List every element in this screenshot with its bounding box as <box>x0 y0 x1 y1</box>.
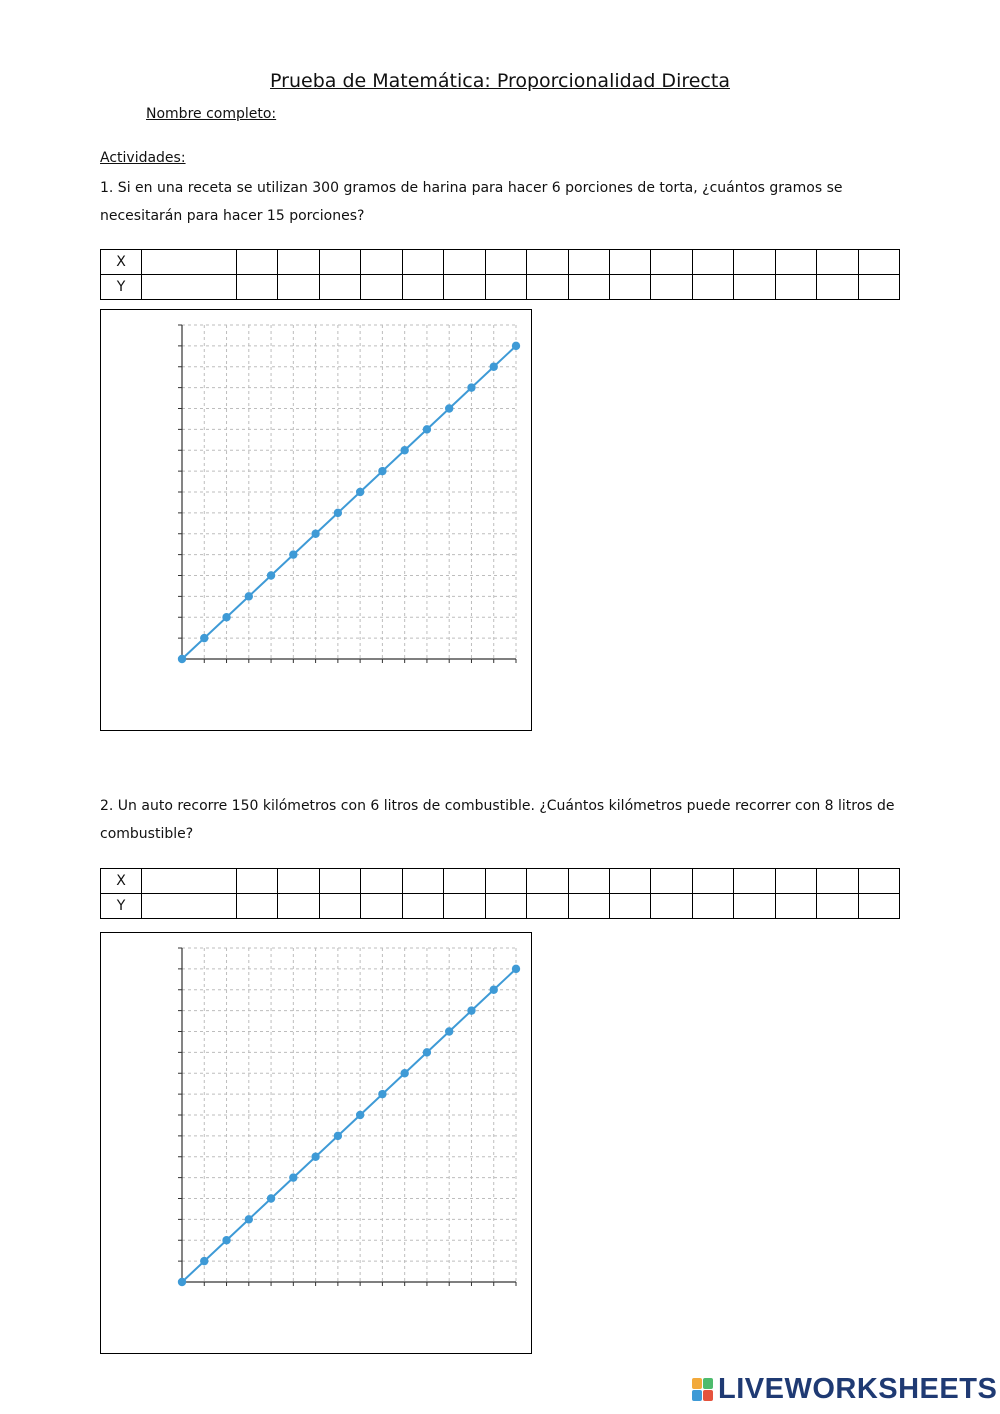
row-label: X <box>101 250 142 275</box>
logo-square <box>703 1390 713 1401</box>
answer-cell[interactable] <box>568 250 609 275</box>
question-2-text: 2. Un auto recorre 150 kilómetros con 6 litros de combustible. ¿Cuántos kilómetros puede recorrer con 8 litros de combustible? <box>100 798 895 842</box>
answer-cell[interactable] <box>858 894 899 919</box>
answer-cell[interactable] <box>568 894 609 919</box>
answer-cell[interactable] <box>319 250 360 275</box>
row-label: Y <box>101 894 142 919</box>
data-point <box>178 655 186 663</box>
page-title: Prueba de Matemática: Proporcionalidad Directa <box>270 70 730 92</box>
answer-cell[interactable] <box>527 894 568 919</box>
answer-cell[interactable] <box>402 869 443 894</box>
answer-cell[interactable] <box>568 275 609 300</box>
data-point <box>512 342 520 350</box>
answer-cell[interactable] <box>278 250 319 275</box>
data-point <box>245 1215 253 1223</box>
activities-heading: Actividades: <box>100 150 186 166</box>
answer-cell[interactable] <box>651 275 692 300</box>
answer-cell[interactable] <box>319 869 360 894</box>
answer-cell[interactable] <box>734 275 775 300</box>
data-point <box>356 488 364 496</box>
answer-cell[interactable] <box>858 869 899 894</box>
answer-cell[interactable] <box>527 869 568 894</box>
series-line <box>182 346 516 659</box>
data-point <box>445 1027 453 1035</box>
data-point <box>490 363 498 371</box>
graph-1 <box>100 309 532 731</box>
answer-cell[interactable] <box>817 894 858 919</box>
answer-cell[interactable] <box>858 250 899 275</box>
table-row-y <box>101 894 900 919</box>
answer-cell[interactable] <box>361 869 402 894</box>
logo-squares-icon <box>692 1378 714 1402</box>
line-chart-1 <box>101 310 533 732</box>
data-point <box>178 1278 186 1286</box>
answer-cell[interactable] <box>319 275 360 300</box>
logo-text: LIVEWORKSHEETS <box>718 1373 998 1405</box>
logo-square <box>692 1390 702 1401</box>
data-point <box>289 550 297 558</box>
answer-cell[interactable] <box>278 894 319 919</box>
answer-cell[interactable] <box>444 869 485 894</box>
answer-cell[interactable] <box>361 275 402 300</box>
answer-cell[interactable] <box>278 869 319 894</box>
data-point <box>490 986 498 994</box>
question-1-text: 1. Si en una receta se utilizan 300 gramos de harina para hacer 6 porciones de torta, ¿cuántos gramos se necesitarán para hacer 15 porciones? <box>100 180 843 224</box>
data-point <box>400 1069 408 1077</box>
answer-cell[interactable] <box>734 894 775 919</box>
answer-cell[interactable] <box>692 894 733 919</box>
answer-cell[interactable] <box>237 894 278 919</box>
answer-cell[interactable] <box>609 869 650 894</box>
answer-cell[interactable] <box>609 275 650 300</box>
answer-cell[interactable] <box>651 869 692 894</box>
answer-cell[interactable] <box>692 869 733 894</box>
logo-square <box>692 1378 702 1389</box>
series-line <box>182 969 516 1282</box>
data-point <box>245 592 253 600</box>
answer-cell[interactable] <box>319 894 360 919</box>
answer-cell[interactable] <box>734 250 775 275</box>
answer-cell[interactable] <box>651 894 692 919</box>
answer-cell[interactable] <box>485 894 526 919</box>
answer-cell[interactable] <box>142 250 237 275</box>
answer-cell[interactable] <box>775 869 816 894</box>
data-point <box>467 1006 475 1014</box>
data-point <box>378 467 386 475</box>
name-label: Nombre completo: <box>146 106 277 122</box>
answer-cell[interactable] <box>817 869 858 894</box>
graph-2 <box>100 932 532 1354</box>
answer-cell[interactable] <box>527 275 568 300</box>
data-point <box>378 1090 386 1098</box>
answer-cell[interactable] <box>444 894 485 919</box>
answer-cell[interactable] <box>237 869 278 894</box>
answer-cell[interactable] <box>142 275 237 300</box>
row-label: X <box>101 869 142 894</box>
data-point <box>222 1236 230 1244</box>
answer-cell[interactable] <box>817 275 858 300</box>
answer-cell[interactable] <box>734 869 775 894</box>
answer-cell[interactable] <box>142 894 237 919</box>
answer-cell[interactable] <box>817 250 858 275</box>
answer-cell[interactable] <box>775 250 816 275</box>
answer-cell[interactable] <box>444 275 485 300</box>
answer-cell[interactable] <box>237 275 278 300</box>
answer-cell[interactable] <box>692 250 733 275</box>
row-label: Y <box>101 275 142 300</box>
data-point <box>467 383 475 391</box>
table-row-y <box>101 275 900 300</box>
answer-cell[interactable] <box>651 250 692 275</box>
data-point <box>200 1257 208 1265</box>
data-point <box>334 1132 342 1140</box>
data-point <box>356 1111 364 1119</box>
xy-table-1 <box>100 249 900 300</box>
answer-cell[interactable] <box>568 869 609 894</box>
liveworksheets-logo <box>692 1373 998 1407</box>
xy-table-2 <box>100 868 900 919</box>
answer-cell[interactable] <box>237 250 278 275</box>
data-point <box>423 425 431 433</box>
answer-cell[interactable] <box>485 869 526 894</box>
answer-cell[interactable] <box>142 869 237 894</box>
data-point <box>267 571 275 579</box>
answer-cell[interactable] <box>692 275 733 300</box>
answer-cell[interactable] <box>775 275 816 300</box>
answer-cell[interactable] <box>609 894 650 919</box>
data-point <box>222 613 230 621</box>
answer-cell[interactable] <box>402 250 443 275</box>
data-point <box>311 1153 319 1161</box>
answer-cell[interactable] <box>444 250 485 275</box>
answer-cell[interactable] <box>485 250 526 275</box>
table-row-x <box>101 250 900 275</box>
answer-cell[interactable] <box>858 275 899 300</box>
data-point <box>334 509 342 517</box>
answer-cell[interactable] <box>609 250 650 275</box>
answer-cell[interactable] <box>527 250 568 275</box>
data-point <box>311 530 319 538</box>
answer-cell[interactable] <box>361 250 402 275</box>
table-row-x <box>101 869 900 894</box>
data-point <box>267 1194 275 1202</box>
answer-cell[interactable] <box>775 894 816 919</box>
data-point <box>445 404 453 412</box>
answer-cell[interactable] <box>402 275 443 300</box>
data-point <box>423 1048 431 1056</box>
answer-cell[interactable] <box>278 275 319 300</box>
data-point <box>512 965 520 973</box>
logo-square <box>703 1378 713 1389</box>
answer-cell[interactable] <box>402 894 443 919</box>
data-point <box>200 634 208 642</box>
data-point <box>289 1173 297 1181</box>
data-point <box>400 446 408 454</box>
line-chart-2 <box>101 933 533 1355</box>
answer-cell[interactable] <box>485 275 526 300</box>
answer-cell[interactable] <box>361 894 402 919</box>
